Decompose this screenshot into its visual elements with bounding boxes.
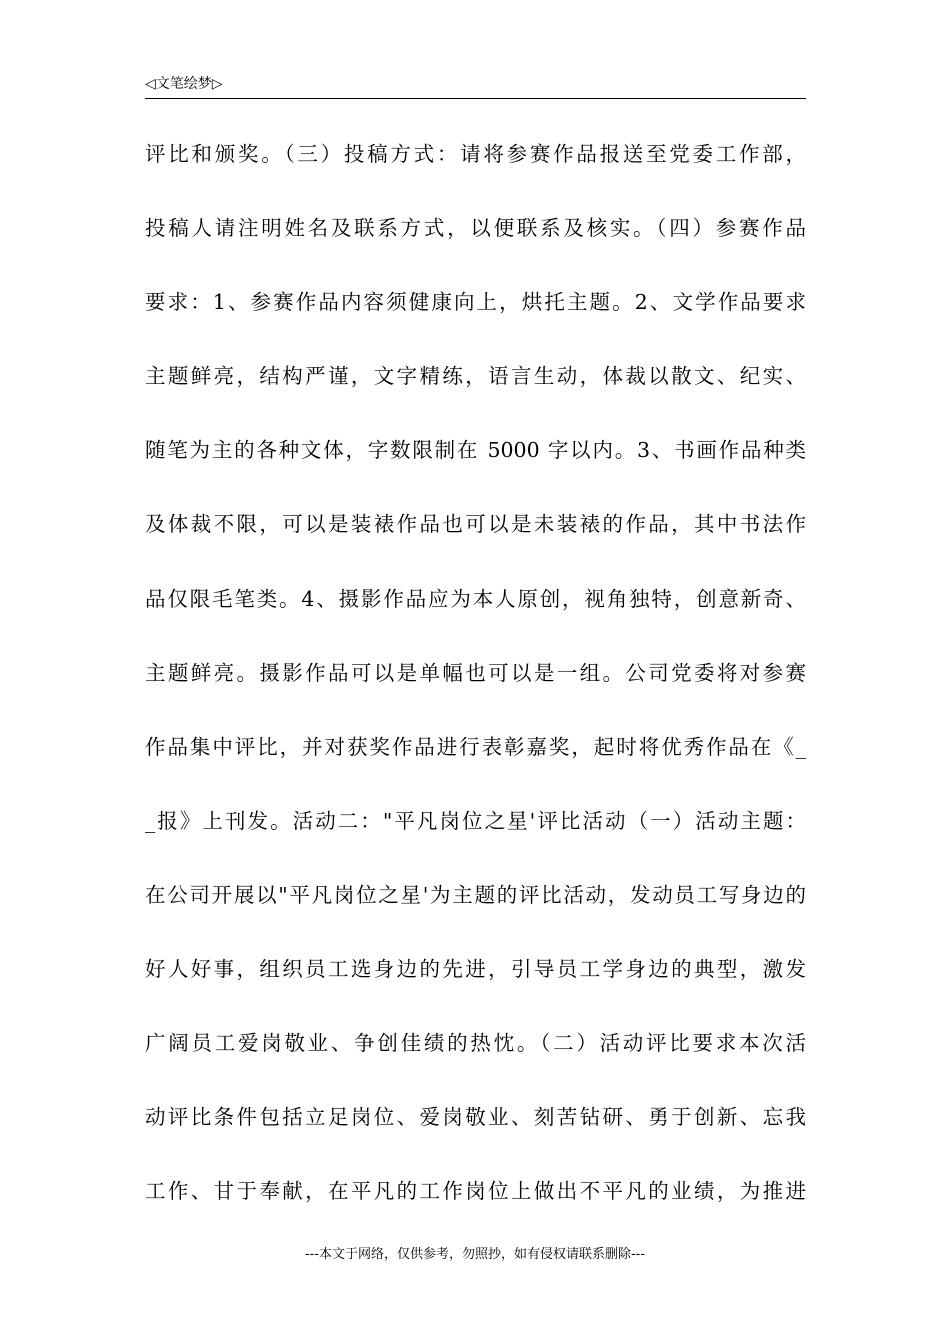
body-line-15: 工作、甘于奉献，在平凡的工作岗位上做出不平凡的业绩，为推进 [145, 1179, 806, 1204]
body-line-11: 在公司开展以"平凡岗位之星'为主题的评比活动，发动员工写身边的 [145, 882, 806, 907]
page-footer: ---本文于网络，仅供参考，勿照抄，如有侵权请联系删除--- [304, 1247, 646, 1262]
body-line-6: 及体裁不限，可以是装裱作品也可以是未装裱的作品，其中书法作 [145, 512, 806, 537]
body-line-8: 主题鲜亮。摄影作品可以是单幅也可以是一组。公司党委将对参赛 [145, 660, 806, 685]
body-line-10: _报》上刊发。活动二："平凡岗位之星'评比活动（一）活动主题： [145, 808, 806, 833]
body-line-2: 投稿人请注明姓名及联系方式，以便联系及核实。（四）参赛作品 [145, 216, 806, 241]
header-title: ◁文笔绘梦▷ [145, 76, 223, 92]
body-line-14: 动评比条件包括立足岗位、爱岗敬业、刻苦钻研、勇于创新、忘我 [145, 1105, 806, 1130]
body-line-12: 好人好事，组织员工选身边的先进，引导员工学身边的典型，激发 [145, 957, 806, 982]
document-body [145, 134, 806, 1245]
page-header [145, 74, 806, 99]
body-line-1: 评比和颁奖。（三）投稿方式：请将参赛作品报送至党委工作部， [145, 142, 806, 166]
body-line-4: 主题鲜亮，结构严谨，文字精练，语言生动，体裁以散文、纪实、 [145, 364, 806, 389]
body-line-3: 要求：1、参赛作品内容须健康向上，烘托主题。2、文学作品要求 [145, 290, 806, 315]
body-line-5: 随笔为主的各种文体，字数限制在 5000 字以内。3、书画作品种类 [145, 438, 806, 463]
body-line-9: 作品集中评比，并对获奖作品进行表彰嘉奖，起时将优秀作品在《_ [145, 734, 806, 759]
body-line-7: 品仅限毛笔类。4、摄影作品应为本人原创，视角独特，创意新奇、 [145, 586, 806, 611]
body-line-13: 广阔员工爱岗敬业、争创佳绩的热忱。（二）活动评比要求本次活 [145, 1031, 806, 1056]
